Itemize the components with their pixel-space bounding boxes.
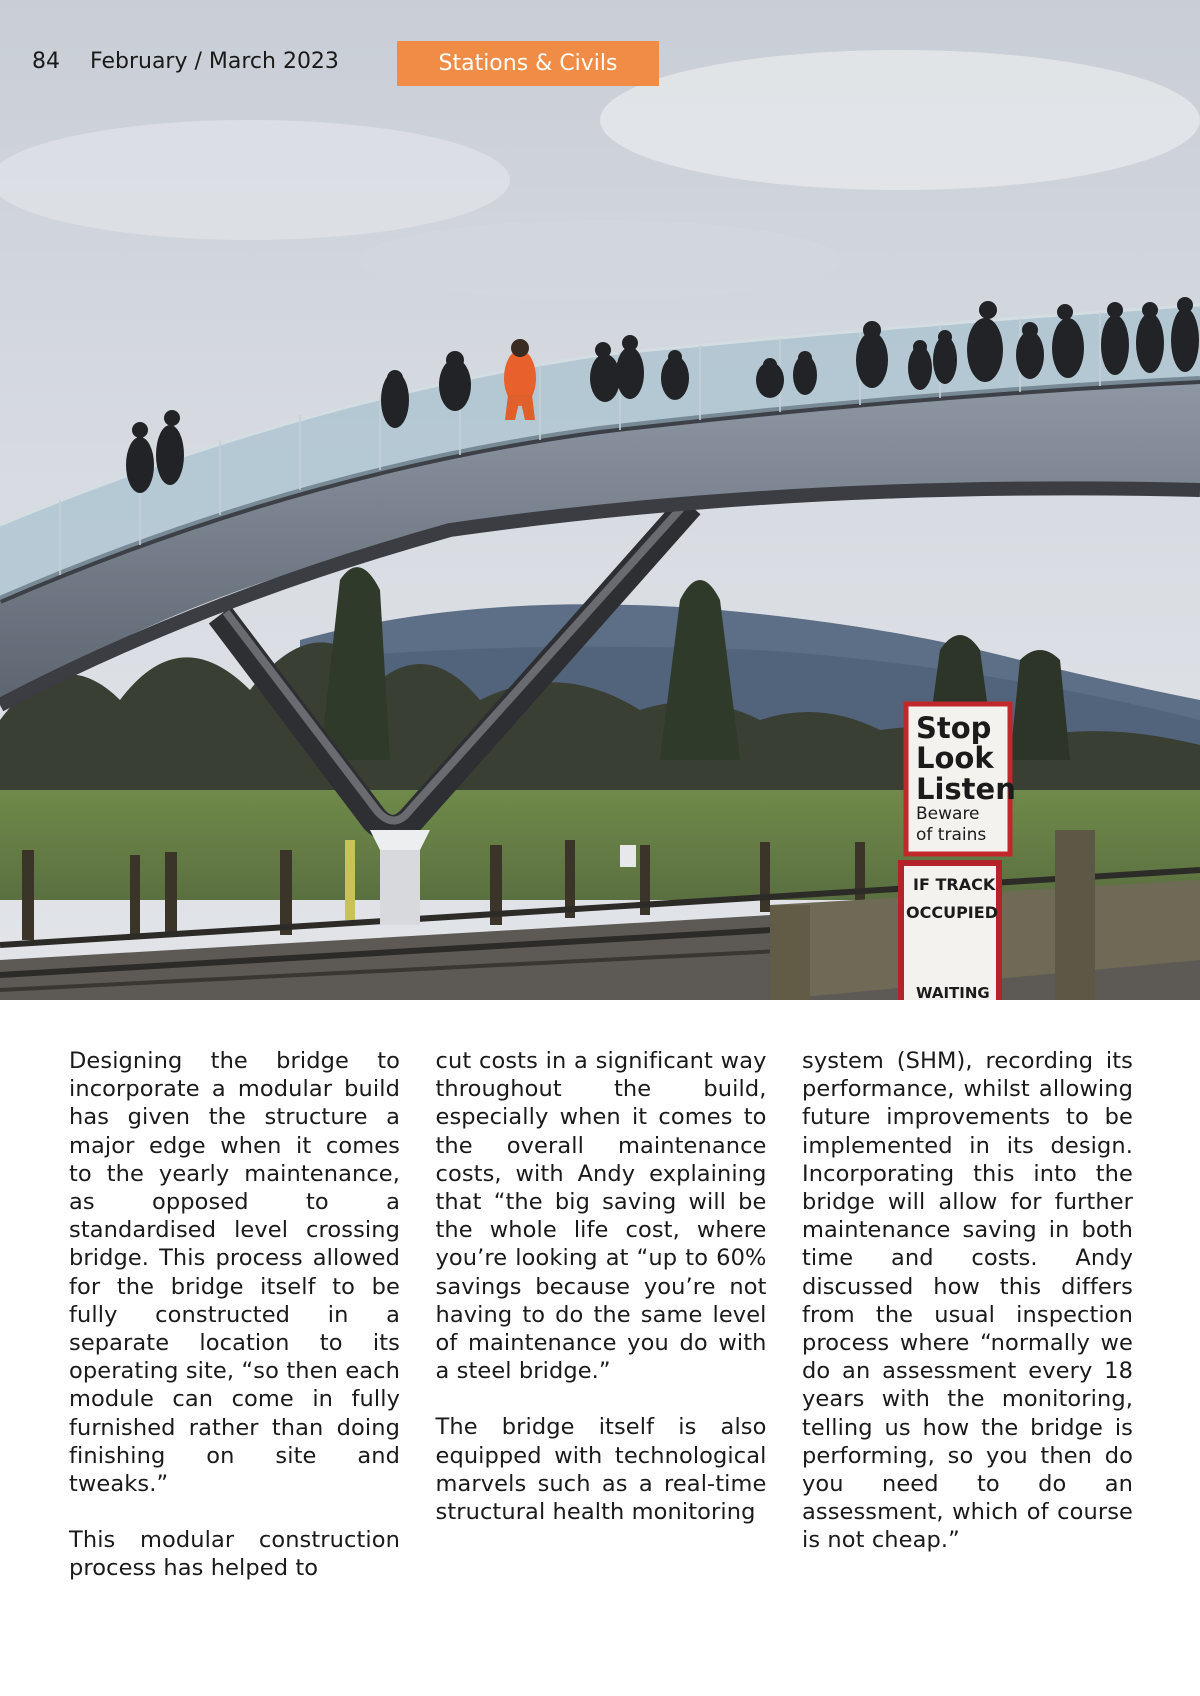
article-column-1 (69, 1047, 400, 1583)
svg-text:of trains: of trains (916, 825, 987, 845)
svg-text:IF TRACK: IF TRACK (913, 875, 996, 894)
paragraph: Designing the bridge to incorporate a modular build has given the structure a major edge when it comes to the yearly maintenance, as opposed to a standardised level crossing bridge. This process allowed for the bridge itself to be fully constructed in a separate location to its operating site, “so then each module can come in fully furnished rather than doing finishing on site and tweaks.” (69, 1048, 400, 1498)
svg-text:Beware: Beware (916, 804, 980, 824)
issue-date: February / March 2023 (90, 48, 339, 74)
page-header (32, 38, 339, 84)
paragraph: cut costs in a significant way throughout the build, especially when it comes to the overall maintenance costs, with Andy explaining that “the big saving will be the whole life cost, where you’re looking at “up to 60% savings because you’re not having to do the same level of maintenance you do with a steel bridge.” (435, 1048, 767, 1385)
article-body (69, 1047, 1133, 1583)
svg-text:Look: Look (916, 741, 994, 775)
stop-look-listen-sign (906, 704, 1016, 854)
section-tag: Stations & Civils (397, 41, 659, 86)
article-column-2 (436, 1047, 767, 1583)
svg-text:WAITING: WAITING (916, 984, 990, 1000)
page-number: 84 (32, 48, 60, 74)
paragraph: This modular construction process has helped to (69, 1527, 400, 1582)
paragraph: The bridge itself is also equipped with technological marvels such as a real-time structural health monitoring (435, 1414, 767, 1526)
svg-text:Stop: Stop (916, 711, 992, 745)
if-track-occupied-sign (898, 860, 1002, 1000)
svg-text:OCCUPIED: OCCUPIED (906, 903, 998, 922)
paragraph: system (SHM), recording its performance, whilst allowing future improvements to be implemented in its design. Incorporating this into the bridge will allow for further maintenance saving in both time and costs. Andy discussed how this differs from the usual inspection process where “normally we do an assessment every 18 years with the monitoring, telling us how the bridge is performing, so you then do you need to do an assessment, which of course is not cheap.” (802, 1048, 1133, 1554)
article-column-3 (802, 1047, 1133, 1583)
svg-text:Listen: Listen (916, 772, 1016, 806)
